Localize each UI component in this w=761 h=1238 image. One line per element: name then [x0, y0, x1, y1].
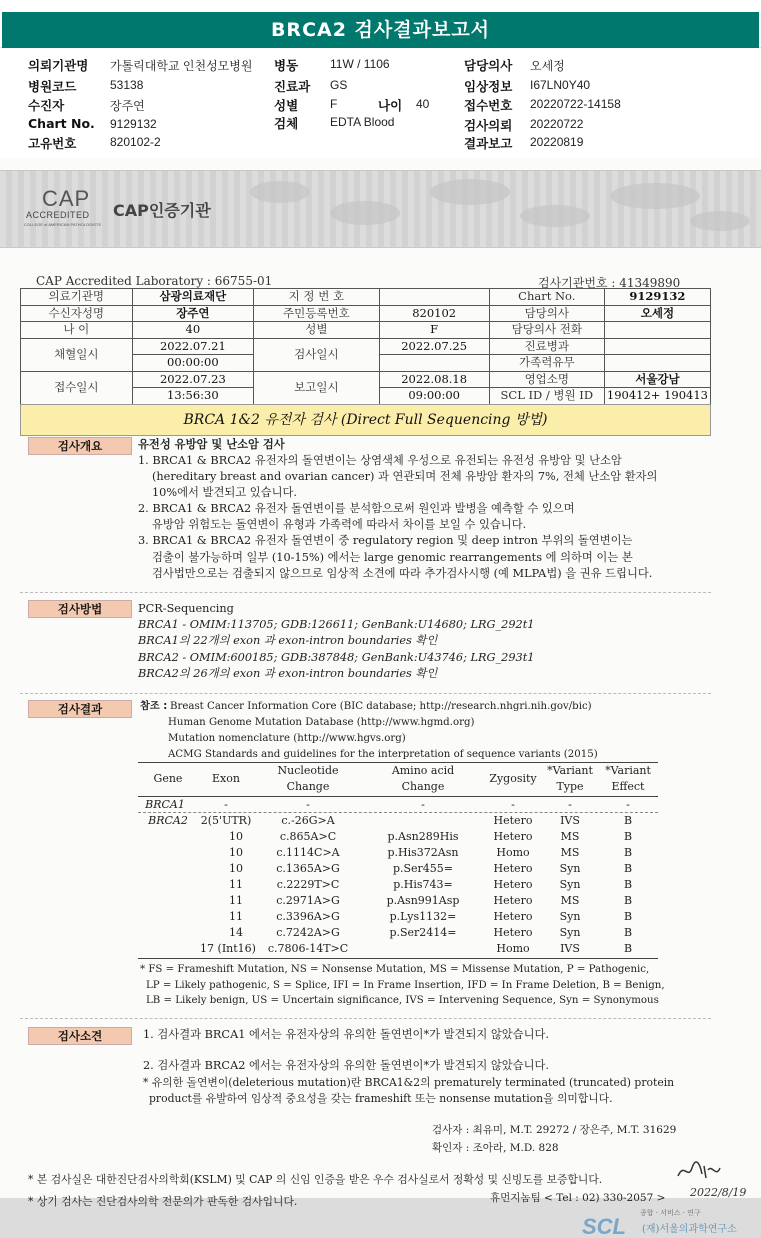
patient-header [0, 54, 761, 154]
overview-line: 검사법만으로는 검출되지 않으므로 임상적 소견에 따라 추가검사시행 (예 MLPA법) 을 권유 드립니다. [152, 567, 653, 580]
clinical-value: I67LN0Y40 [530, 78, 591, 92]
info-cell: 담당의사 전화 [489, 322, 604, 339]
table-row [138, 910, 658, 927]
info-cell: 성별 [254, 322, 379, 339]
col-header-variant-effect: *Variant [605, 764, 651, 777]
result-date-value: 20220819 [530, 135, 584, 149]
dept-label: 진료과 [274, 79, 311, 94]
cell-nucleotide: c.-26G>A [281, 814, 335, 827]
table-row [138, 926, 658, 943]
method-line: BRCA1 - OMIM:113705; GDB:126611; GenBank:U14680; LRG_292t1 [138, 618, 535, 631]
tester: 검사자 : 최유미, M.T. 29272 / 장은주, M.T. 31629 [432, 1124, 677, 1136]
cell-effect: B [623, 878, 633, 891]
overview-line: 1. BRCA1 & BRCA2 유전자의 돌연변이는 상염색체 우성으로 유전되는 유전성 유방암 및 난소암 [138, 454, 622, 467]
info-cell: 나 이 [21, 322, 133, 339]
info-cell: 00:00:00 [132, 355, 254, 372]
cell-exon: - [224, 798, 228, 811]
info-cell: 의료기관명 [21, 289, 133, 306]
col-header-variant-type: *Variant [547, 764, 593, 777]
col-header-exon: Exon [212, 772, 240, 785]
legend-line: LP = Likely pathogenic, S = Splice, IFI = In Frame Insertion, IFD = In Frame Deletion, B = Benign, [146, 980, 665, 991]
result-date-label: 결과보고 [464, 136, 513, 151]
cell-zygosity: Homo [496, 942, 530, 955]
method-line: BRCA2 - OMIM:600185; GDB:387848; GenBank:U43746; LRG_293t1 [138, 651, 535, 664]
cell-type: IVS [560, 814, 580, 827]
footer-phone: 휴먼지놈팀 < Tel : 02) 330-2057 > [490, 1192, 666, 1204]
col-header-nucleotide-change: Change [286, 780, 330, 793]
info-cell: 검사일시 [254, 338, 379, 371]
info-cell: 진료병과 [489, 338, 604, 355]
hospital-code-label: 병원코드 [28, 79, 77, 94]
cell-type: IVS [560, 942, 580, 955]
info-cell: 채혈일시 [21, 338, 133, 371]
ward-value: 11W / 1106 [330, 57, 390, 71]
cap-logo-text: CAP [42, 186, 91, 211]
cell-zygosity: Hetero [493, 862, 533, 875]
cell-zygosity: Hetero [493, 814, 533, 827]
patient-label: 수진자 [28, 98, 65, 113]
cell-type: Syn [559, 878, 581, 891]
cell-zygosity: Homo [496, 846, 530, 859]
info-cell: 서울강남 [604, 371, 710, 388]
org-sub: 종합 · 서비스 · 연구 [640, 1209, 701, 1217]
cell-exon: 17 (Int16) [200, 942, 256, 955]
info-cell: 9129132 [604, 289, 710, 306]
cap-college-text: COLLEGE of AMERICAN PATHOLOGISTS [24, 222, 101, 227]
cell-effect: B [623, 846, 633, 859]
info-cell: 2022.07.25 [379, 338, 489, 355]
request-value: 20220722 [530, 117, 584, 131]
test-title: BRCA 1&2 유전자 검사 (Direct Full Sequencing 방법) [183, 412, 548, 428]
info-cell [379, 289, 489, 306]
signature [676, 1160, 722, 1187]
specimen-value: EDTA Blood [330, 115, 395, 129]
cell-zygosity: Hetero [493, 910, 533, 923]
request-label: 검사의뢰 [464, 118, 513, 133]
cell-effect: B [623, 942, 633, 955]
info-cell [604, 355, 710, 372]
cell-effect: - [626, 798, 630, 811]
cell-exon: 11 [229, 910, 243, 923]
section-opinion-label: 검사소견 [28, 1027, 132, 1045]
divider [20, 1018, 711, 1019]
table-row [138, 942, 658, 959]
clinical-label: 임상정보 [464, 79, 513, 94]
table-row [138, 878, 658, 895]
ref-line: Breast Cancer Information Core (BIC database; http://research.nhgri.nih.gov/bic) [170, 701, 592, 712]
overview-line: 10%에서 발견되고 있습니다. [152, 486, 298, 499]
table-rule [138, 796, 658, 797]
test-title-banner [20, 404, 711, 436]
info-cell: 820102 [379, 305, 489, 322]
patient-value: 장주연 [110, 99, 145, 113]
opinion-line: * 유의한 돌연변이(deleterious mutation)란 BRCA1&2의 prematurely terminated (truncated) protein [143, 1076, 675, 1089]
info-cell [604, 322, 710, 339]
col-header-nucleotide: Nucleotide [277, 764, 339, 777]
chart-label: Chart No. [28, 116, 95, 131]
cell-amino: p.Asn289His [387, 830, 459, 843]
cell-exon: 10 [229, 830, 243, 843]
col-header-zygosity: Zygosity [489, 772, 537, 785]
cell-exon: 11 [229, 878, 243, 891]
info-cell: 가족력유무 [489, 355, 604, 372]
section-result-label: 검사결과 [28, 700, 132, 718]
doctor-value: 오세정 [530, 59, 565, 73]
cell-zygosity: Hetero [493, 894, 533, 907]
table-rule [138, 762, 658, 763]
dept-value: GS [330, 78, 348, 92]
org-name: (재)서울의과학연구소 [642, 1224, 737, 1235]
cell-type: Syn [559, 926, 581, 939]
footer-note: * 상기 검사는 진단검사의학 전문의가 판독한 검사입니다. [28, 1195, 298, 1208]
cell-exon: 10 [229, 862, 243, 875]
cell-zygosity: Hetero [493, 830, 533, 843]
cap-accredited-text: ACCREDITED [26, 210, 90, 220]
cell-type: Syn [559, 910, 581, 923]
col-header-type: Type [556, 780, 584, 793]
col-header-amino-acid: Amino acid [391, 764, 455, 777]
age-value: 40 [416, 97, 430, 111]
cell-nucleotide: - [306, 798, 310, 811]
table-row [138, 862, 658, 879]
info-cell: Chart No. [489, 289, 604, 306]
cell-effect: B [623, 830, 633, 843]
info-cell: 주민등록번호 [254, 305, 379, 322]
overview-line: (hereditary breast and ovarian cancer) 과 연관되며 전체 유방암 환자의 7%, 전체 난소암 환자의 [152, 470, 658, 483]
overview-heading: 유전성 유방암 및 난소암 검사 [138, 438, 285, 451]
cell-type: Syn [559, 862, 581, 875]
cell-nucleotide: c.3396A>G [276, 910, 340, 923]
col-header-amino-change: Change [401, 780, 445, 793]
col-header-effect: Effect [611, 780, 645, 793]
info-cell: 접수일시 [21, 371, 133, 404]
cell-nucleotide: c.865A>C [279, 830, 337, 843]
cell-zygosity: - [511, 798, 515, 811]
ref-line: Human Genome Mutation Database (http://www.hgmd.org) [168, 717, 475, 728]
cell-amino: p.Asn991Asp [386, 894, 460, 907]
ref-line: ACMG Standards and guidelines for the interpretation of sequence variants (2015) [168, 749, 598, 760]
cell-effect: B [623, 862, 633, 875]
cap-logo [22, 186, 107, 230]
chart-value: 9129132 [110, 117, 157, 131]
cell-nucleotide: c.1114C>A [276, 846, 340, 859]
cell-nucleotide: c.7806-14T>C [267, 942, 349, 955]
info-cell: 오세정 [604, 305, 710, 322]
receipt-label: 접수번호 [464, 98, 513, 113]
report-title: BRCA2 검사결과보고서 [2, 12, 759, 48]
refs-label: 참조 : [140, 701, 168, 712]
cell-exon: 2(5'UTR) [200, 814, 252, 827]
hospital-code-value: 53138 [110, 78, 144, 92]
info-cell: 수신자성명 [21, 305, 133, 322]
info-cell [604, 338, 710, 355]
legend-line: LB = Likely benign, US = Uncertain significance, IVS = Intervening Sequence, Syn = Synonymous [146, 995, 659, 1006]
cell-zygosity: Hetero [493, 926, 533, 939]
institution-label: 의뢰기관명 [28, 58, 89, 73]
cap-name: CAP인증기관 [113, 201, 211, 220]
info-cell: 2022.07.23 [132, 371, 254, 388]
cell-type: MS [560, 846, 580, 859]
info-cell: 삼광의료재단 [132, 289, 254, 306]
info-cell: 담당의사 [489, 305, 604, 322]
info-cell: SCL ID / 병원 ID [489, 388, 604, 405]
cell-gene: BRCA1 [145, 798, 185, 811]
table-rule [138, 812, 658, 813]
info-cell: 13:56:30 [132, 388, 254, 405]
overview-line: 검출이 불가능하며 일부 (10-15%) 에서는 large genomic rearrangements 에 의하며 이는 본 [152, 551, 633, 564]
info-cell: 40 [132, 322, 254, 339]
cell-nucleotide: c.2229T>C [276, 878, 340, 891]
method-line: PCR-Sequencing [138, 602, 234, 615]
cell-gene: BRCA2 [148, 814, 188, 827]
table-row [138, 894, 658, 911]
divider [20, 693, 711, 694]
opinion-line: 1. 검사결과 BRCA1 에서는 유전자상의 유의한 돌연변이*가 발견되지 않았습니다. [143, 1028, 550, 1041]
method-line: BRCA1의 22개의 exon 과 exon-intron boundaries 확인 [138, 634, 438, 647]
confirmer: 확인자 : 조아라, M.D. 828 [432, 1142, 559, 1154]
cell-nucleotide: c.7242A>G [276, 926, 340, 939]
cell-amino: p.His743= [393, 878, 453, 891]
cell-type: - [568, 798, 572, 811]
method-line: BRCA2의 26개의 exon 과 exon-intron boundaries 확인 [138, 667, 438, 680]
info-cell: 2022.08.18 [379, 371, 489, 388]
institution-value: 가톨릭대학교 인천성모병원 [110, 59, 253, 73]
opinion-line: product를 유발하여 임상적 중요성을 갖는 frameshift 또는 nonsense mutation을 의미합니다. [149, 1092, 613, 1105]
col-header-gene: Gene [153, 772, 183, 785]
age-label: 나이 [378, 98, 403, 113]
handwritten-date: 2022/8/19 [690, 1186, 747, 1199]
info-cell: F [379, 322, 489, 339]
cell-effect: B [623, 910, 633, 923]
footer-note: * 본 검사실은 대한진단검사의학회(KSLM) 및 CAP 의 신임 인증을 받은 우수 검사실로서 정확성 및 신빙도를 보증합니다. [28, 1173, 603, 1186]
cap-lab-number: CAP Accredited Laboratory : 66755-01 [36, 274, 273, 288]
cell-zygosity: Hetero [493, 878, 533, 891]
info-cell: 09:00:00 [379, 388, 489, 405]
cell-exon: 11 [229, 894, 243, 907]
cell-amino: p.Ser2414= [389, 926, 457, 939]
overview-line: 유방암 위험도는 돌연변이 유형과 가족력에 따라서 차이를 보일 수 있습니다. [152, 518, 527, 531]
section-method-label: 검사방법 [28, 600, 132, 618]
scl-logo: SCL [582, 1214, 626, 1238]
doctor-label: 담당의사 [464, 58, 513, 73]
opinion-line: 2. 검사결과 BRCA2 에서는 유전자상의 유의한 돌연변이*가 발견되지 않았습니다. [143, 1059, 550, 1072]
cell-exon: 14 [229, 926, 243, 939]
overview-line: 2. BRCA1 & BRCA2 유전자 돌연변이를 분석함으로써 원인과 발병을 예측할 수 있으며 [138, 502, 575, 515]
cell-exon: 10 [229, 846, 243, 859]
info-cell: 190412+ 190413 [604, 388, 710, 405]
ref-line: Mutation nomenclature (http://www.hgvs.org) [168, 733, 406, 744]
info-cell: 장주연 [132, 305, 254, 322]
cell-amino: p.Ser455= [392, 862, 454, 875]
cell-effect: B [623, 894, 633, 907]
institution-number: 검사기관번호 : 41349890 [538, 276, 681, 290]
section-overview-label: 검사개요 [28, 437, 132, 455]
sex-value: F [330, 97, 338, 111]
specimen-label: 검체 [274, 116, 299, 131]
table-row [138, 830, 658, 847]
divider [20, 592, 711, 593]
legend-line: * FS = Frameshift Mutation, NS = Nonsense Mutation, MS = Missense Mutation, P = Pathogenic, [140, 964, 650, 975]
overview-line: 3. BRCA1 & BRCA2 유전자 돌연변이 중 regulatory region 및 deep intron 부위의 돌연변이는 [138, 534, 633, 547]
info-cell: 지 정 번 호 [254, 289, 379, 306]
cell-amino: p.Lys1132= [389, 910, 457, 923]
sex-label: 성별 [274, 98, 299, 113]
unique-label: 고유번호 [28, 136, 77, 151]
cell-type: MS [560, 894, 580, 907]
info-cell [379, 355, 489, 372]
unique-value: 820102-2 [110, 135, 161, 149]
info-cell: 2022.07.21 [132, 338, 254, 355]
table-rule [138, 958, 658, 959]
cell-amino: - [421, 798, 425, 811]
cell-effect: B [623, 814, 633, 827]
ward-label: 병동 [274, 58, 299, 73]
receipt-value: 20220722-14158 [530, 97, 621, 111]
info-cell: 보고일시 [254, 371, 379, 404]
info-cell: 영업소명 [489, 371, 604, 388]
cell-type: MS [560, 830, 580, 843]
cell-effect: B [623, 926, 633, 939]
info-table [20, 288, 711, 405]
table-row [138, 814, 658, 831]
cell-nucleotide: c.2971A>G [276, 894, 340, 907]
cell-nucleotide: c.1365A>G [276, 862, 340, 875]
table-row [138, 846, 658, 863]
cell-amino: p.His372Asn [387, 846, 459, 859]
